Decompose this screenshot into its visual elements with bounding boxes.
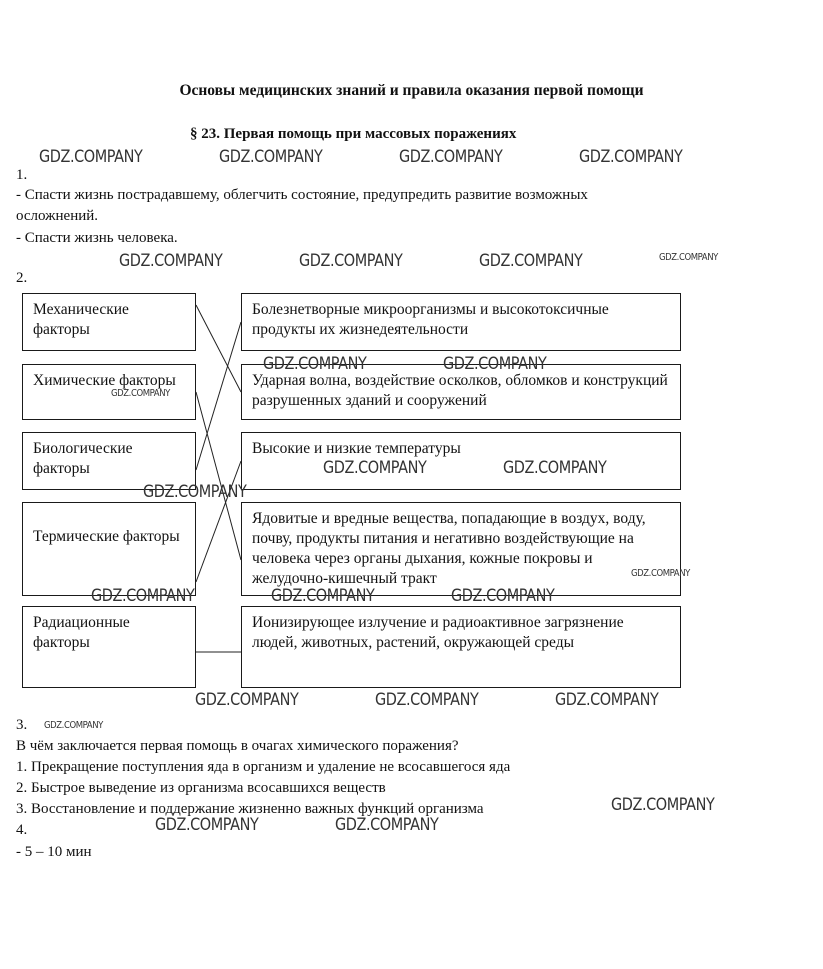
q3-item-1: 1. Прекращение поступления яда в организм и удаление не всосавшегося яда <box>16 759 511 775</box>
watermark: GDZ.COMPANY <box>263 354 367 374</box>
watermark: GDZ.COMPANY <box>443 354 547 374</box>
match-line-thermal <box>196 461 241 582</box>
q1-answer-line2: осложнений. <box>16 208 99 224</box>
q1-number: 1. <box>16 167 28 183</box>
left-box-chemical: Химические факторы <box>22 364 196 420</box>
watermark: GDZ.COMPANY <box>299 251 403 271</box>
watermark: GDZ.COMPANY <box>195 690 299 710</box>
watermark: GDZ.COMPANY <box>579 147 683 167</box>
page-title: Основы медицинских знаний и правила оказания первой помощи <box>179 82 644 99</box>
match-line-mechanical <box>196 305 241 392</box>
q1-answer-line3: - Спасти жизнь человека. <box>16 230 178 246</box>
left-box-mechanical: Механические факторы <box>22 293 196 351</box>
watermark: GDZ.COMPANY <box>555 690 659 710</box>
left-box-radiation: Радиационные факторы <box>22 606 196 688</box>
watermark: GDZ.COMPANY <box>271 586 375 606</box>
watermark: GDZ.COMPANY <box>155 815 259 835</box>
match-line-chemical <box>196 392 241 560</box>
watermark: GDZ.COMPANY <box>323 458 427 478</box>
left-box-thermal: Термические факторы <box>22 502 196 596</box>
q3-question: В чём заключается первая помощь в очагах химического поражения? <box>16 738 459 754</box>
right-box-shockwave: Ударная волна, воздействие осколков, обломков и конструкций разрушенных зданий и сооружений <box>241 364 681 420</box>
watermark: GDZ.COMPANY <box>335 815 439 835</box>
q4-number: 4. <box>16 822 28 838</box>
left-box-biological: Биологические факторы <box>22 432 196 490</box>
watermark: GDZ.COMPANY <box>219 147 323 167</box>
watermark: GDZ.COMPANY <box>375 690 479 710</box>
watermark: GDZ.COMPANY <box>143 482 247 502</box>
watermark: GDZ.COMPANY <box>631 568 690 579</box>
q4-answer: - 5 – 10 мин <box>16 844 92 860</box>
watermark: GDZ.COMPANY <box>119 251 223 271</box>
q3-number: 3. <box>16 717 28 733</box>
watermark: GDZ.COMPANY <box>91 586 195 606</box>
right-box-ionizing-radiation: Ионизирующее излучение и радиоактивное загрязнение людей, животных, растений, окружающей среды <box>241 606 681 688</box>
q3-item-2: 2. Быстрое выведение из организма всосавшихся веществ <box>16 780 386 796</box>
right-box-toxic-substances: Ядовитые и вредные вещества, попадающие в воздух, воду, почву, продукты питания и негативно воздействующие на человека через органы дыхания, кожные покровы и желудочно-кишечный тракт <box>241 502 681 596</box>
watermark: GDZ.COMPANY <box>451 586 555 606</box>
watermark: GDZ.COMPANY <box>44 720 103 731</box>
watermark: GDZ.COMPANY <box>39 147 143 167</box>
right-box-temperatures: Высокие и низкие температуры <box>241 432 681 490</box>
match-line-biological <box>196 322 241 470</box>
watermark: GDZ.COMPANY <box>659 252 718 263</box>
watermark: GDZ.COMPANY <box>399 147 503 167</box>
watermark: GDZ.COMPANY <box>611 795 715 815</box>
q3-item-3: 3. Восстановление и поддержание жизненно важных функций организма <box>16 801 484 817</box>
right-box-biological-agents: Болезнетворные микроорганизмы и высокотоксичные продукты их жизнедеятельности <box>241 293 681 351</box>
q2-number: 2. <box>16 270 28 286</box>
q1-answer-line1: - Спасти жизнь пострадавшему, облегчить состояние, предупредить развитие возможных <box>16 187 588 203</box>
watermark: GDZ.COMPANY <box>479 251 583 271</box>
watermark: GDZ.COMPANY <box>111 388 170 399</box>
section-title: § 23. Первая помощь при массовых поражениях <box>190 126 517 142</box>
watermark: GDZ.COMPANY <box>503 458 607 478</box>
